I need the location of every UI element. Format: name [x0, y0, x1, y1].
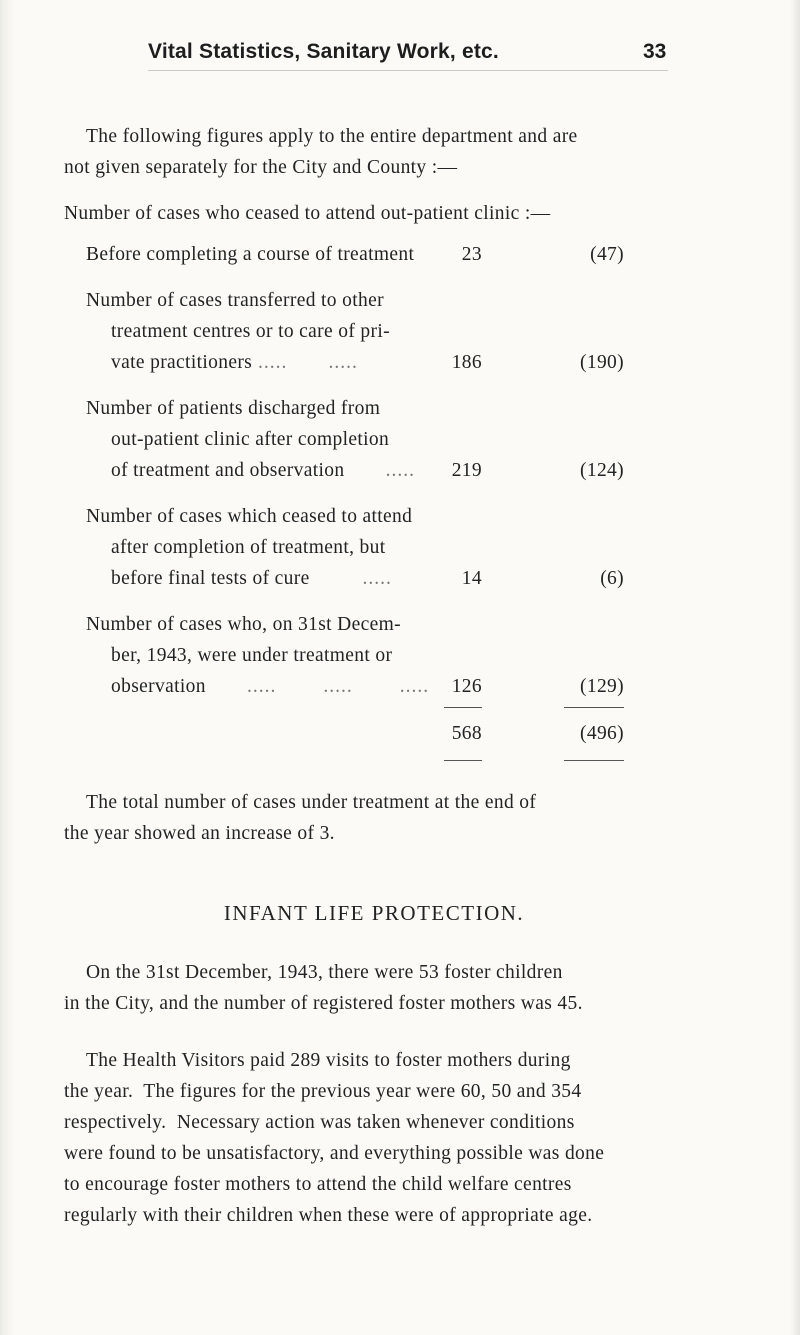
case-label: Number of cases who, on 31st Decem- [86, 614, 401, 635]
paragraph-line: regularly with their children when these were of appropriate age. [64, 1205, 593, 1226]
case-label: before final tests of cure ..... [111, 568, 392, 589]
case-previous-value: (124) [580, 460, 624, 481]
case-value: 219 [451, 460, 482, 481]
dot-leader: ..... ..... [252, 352, 358, 373]
intro-line: The following figures apply to the entire department and are [86, 126, 578, 147]
sum-rule [444, 760, 482, 761]
case-label: Number of cases transferred to other [86, 290, 384, 311]
case-previous-value: (6) [600, 568, 624, 589]
total-note-line: The total number of cases under treatment at the end of [86, 792, 537, 813]
paragraph-line: the year. The figures for the previous year were 60, 50 and 354 [64, 1081, 582, 1102]
header-title: Vital Statistics, Sanitary Work, etc. [148, 40, 499, 63]
sum-rule [564, 760, 624, 761]
paragraph-line: On the 31st December, 1943, there were 53 foster children [86, 962, 563, 983]
cases-heading [64, 198, 784, 229]
paragraph-line: were found to be unsatisfactory, and everything possible was done [64, 1143, 605, 1164]
case-previous-value: (190) [580, 352, 624, 373]
case-label: Number of patients discharged from [86, 398, 381, 419]
total-note-line: the year showed an increase of 3. [64, 823, 335, 844]
health-visitors-paragraph [64, 1045, 784, 1231]
totals-row [0, 718, 800, 749]
case-label: treatment centres or to care of pri- [111, 321, 390, 342]
case-label: of treatment and observation ..... [111, 460, 415, 481]
sum-rule [564, 707, 624, 708]
case-label: vate practitioners ..... ..... [111, 352, 358, 373]
case-label: Before completing a course of treatment [86, 244, 415, 265]
section-title [0, 901, 800, 926]
case-row [0, 393, 800, 486]
total-value: 568 [451, 723, 482, 744]
case-label: out-patient clinic after completion [111, 429, 390, 450]
paragraph-line: in the City, and the number of registered foster mothers was 45. [64, 993, 583, 1014]
case-value: 186 [451, 352, 482, 373]
case-label: after completion of treatment, but [111, 537, 386, 558]
case-value: 23 [461, 244, 482, 265]
page-header [0, 40, 800, 80]
page-number: 33 [643, 40, 667, 63]
sum-rule [444, 707, 482, 708]
case-label: ber, 1943, were under treatment or [111, 645, 393, 666]
dot-leader: ..... ..... ..... [205, 676, 430, 697]
case-label: observation ..... ..... ..... [111, 676, 430, 697]
case-label: Number of cases which ceased to attend [86, 506, 413, 527]
case-row [0, 609, 800, 702]
foster-children-paragraph [64, 957, 784, 1019]
intro-line: not given separately for the City and County :— [64, 157, 458, 178]
paragraph-line: to encourage foster mothers to attend the child welfare centres [64, 1174, 572, 1195]
dot-leader: ..... [344, 460, 415, 481]
section-title-text: INFANT LIFE PROTECTION. [223, 901, 525, 925]
cases-heading-text: Number of cases who ceased to attend out-patient clinic :— [64, 203, 551, 224]
paragraph-line: respectively. Necessary action was taken whenever conditions [64, 1112, 575, 1133]
case-value: 126 [451, 676, 482, 697]
total-previous-value: (496) [580, 723, 624, 744]
case-row [0, 285, 800, 378]
case-previous-value: (47) [590, 244, 624, 265]
header-rule [148, 70, 668, 71]
paragraph-line: The Health Visitors paid 289 visits to foster mothers during [86, 1050, 571, 1071]
case-row [0, 239, 800, 270]
case-previous-value: (129) [580, 676, 624, 697]
case-row [0, 501, 800, 594]
total-note-paragraph [64, 787, 784, 849]
intro-paragraph [64, 121, 764, 183]
case-value: 14 [461, 568, 482, 589]
dot-leader: ..... [309, 568, 392, 589]
